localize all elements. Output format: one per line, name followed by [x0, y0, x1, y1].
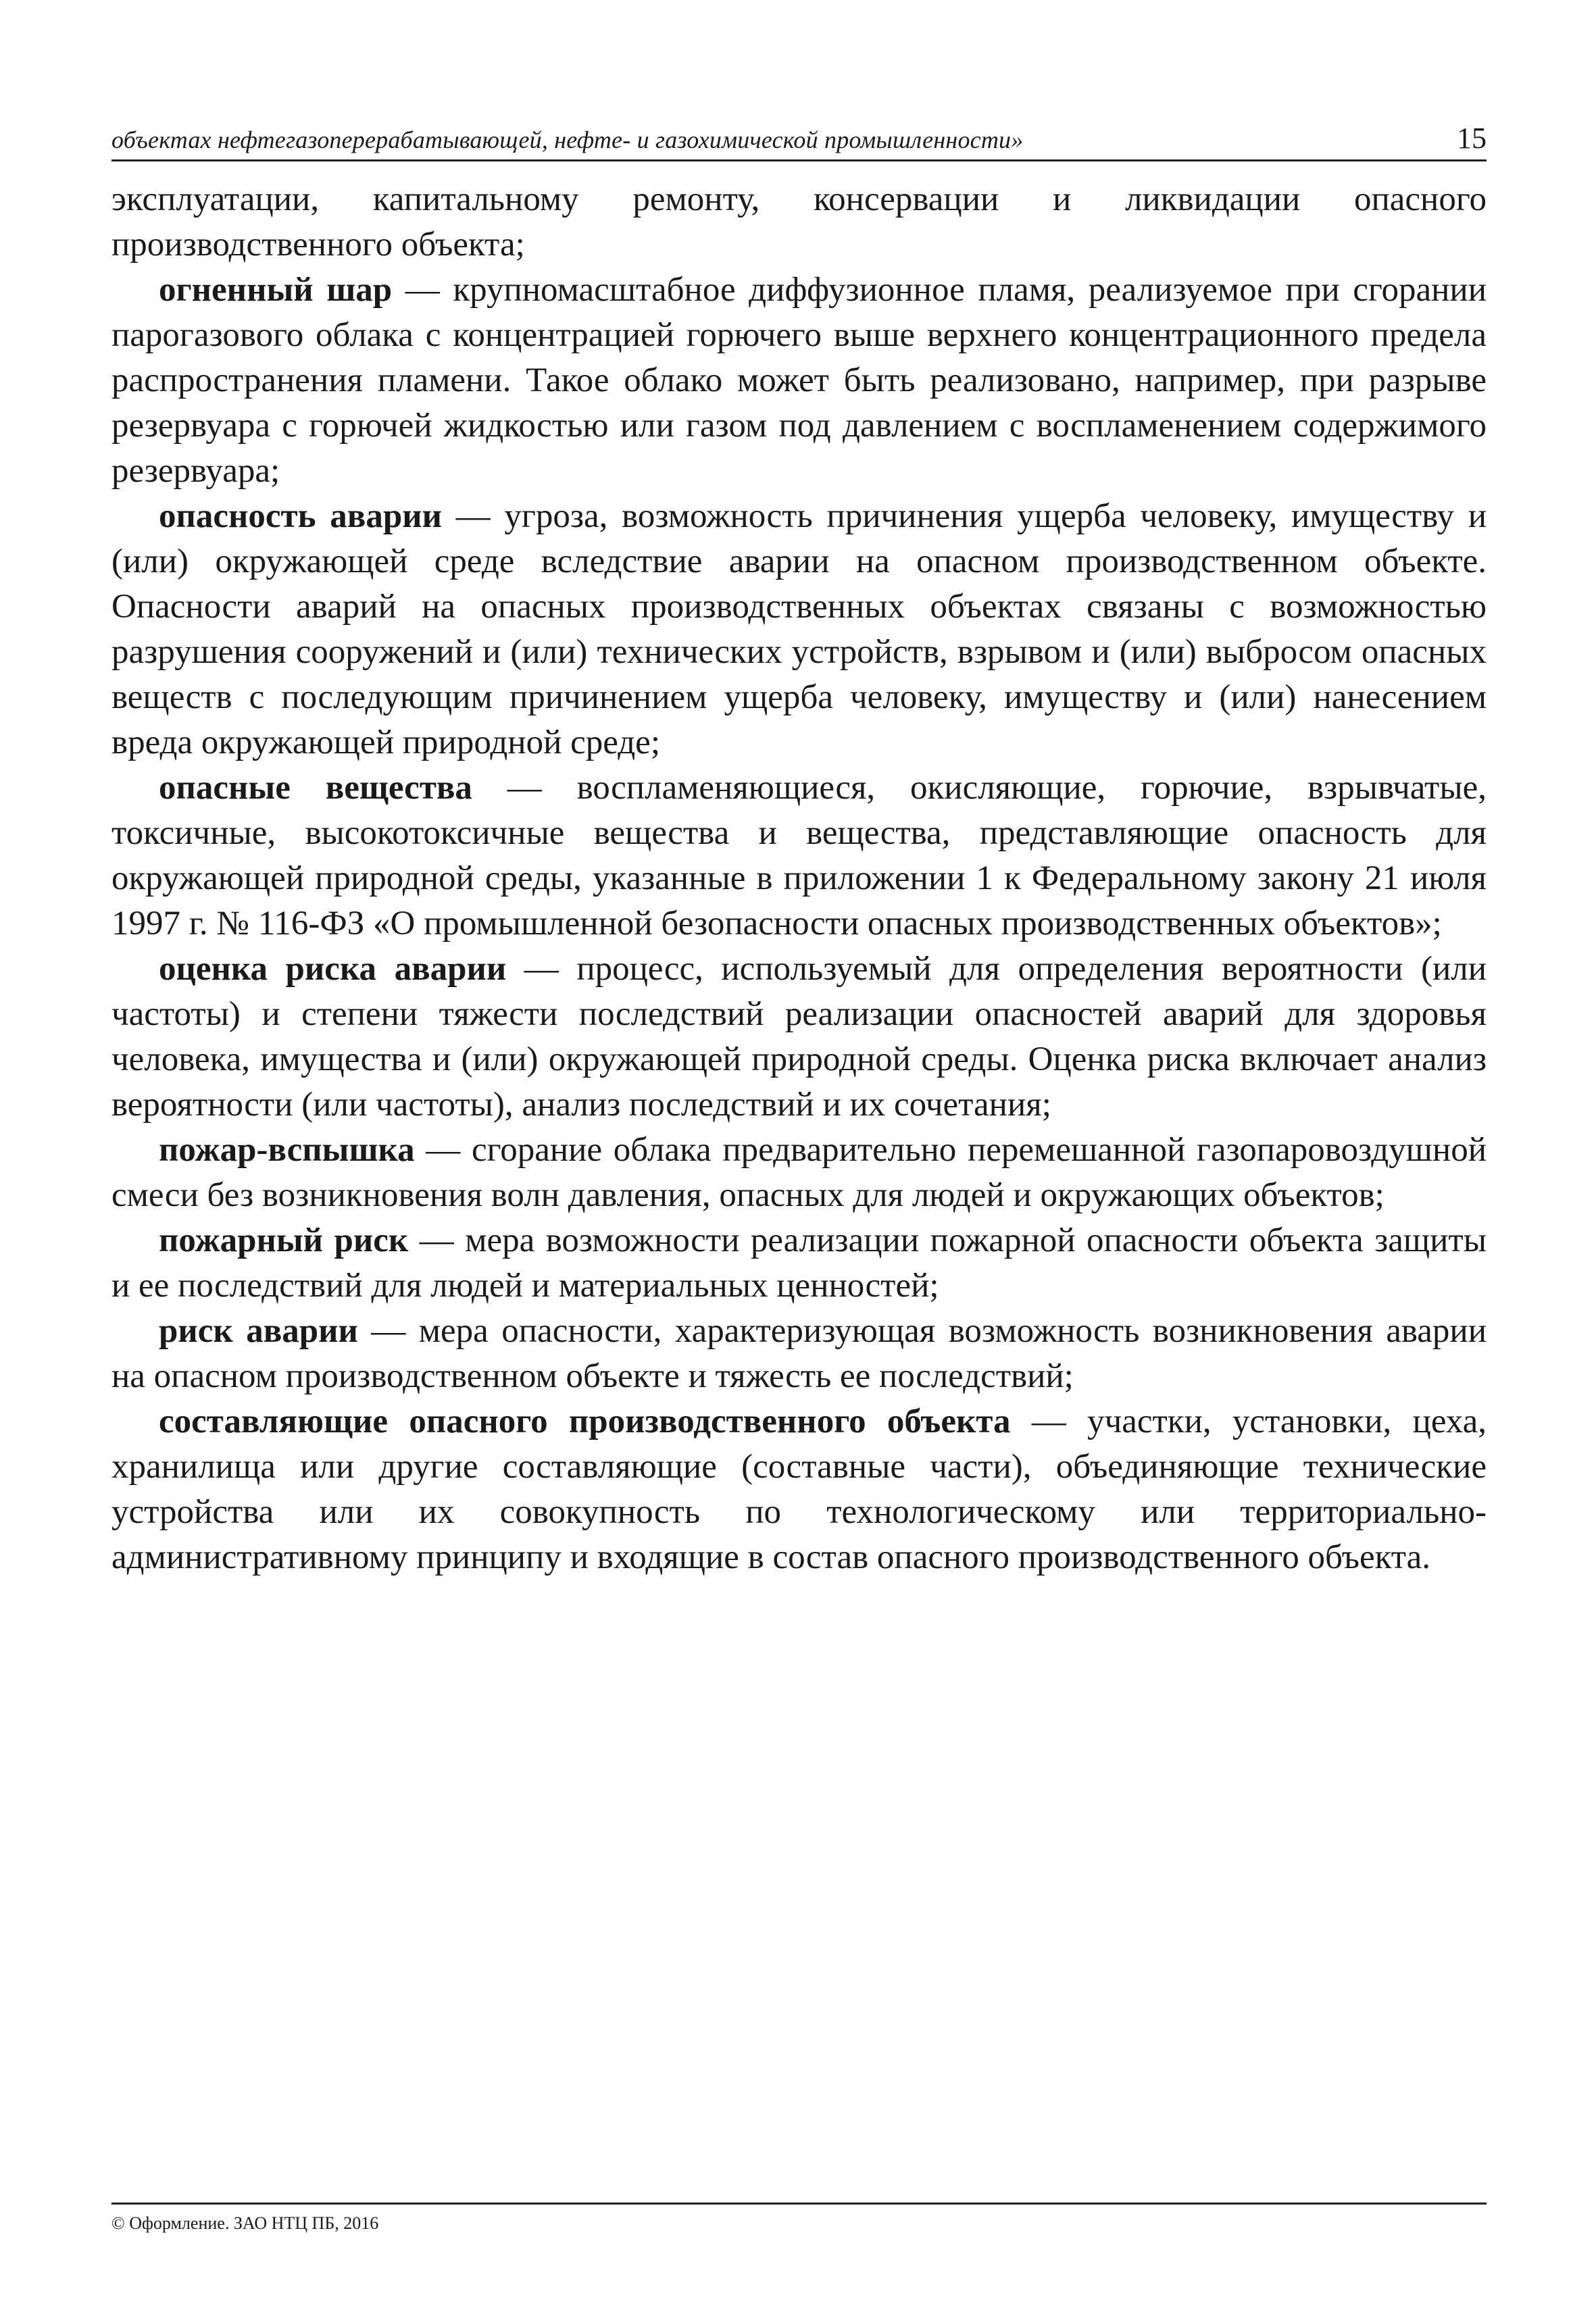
definition-term: опасные вещества	[159, 769, 472, 807]
continuation-paragraph: эксплуатации, капитальному ремонту, консервации и ликвидации опасного производственного объекта;	[111, 180, 1487, 263]
document-body	[111, 177, 1487, 1580]
definition-text: — крупномасштабное диффузионное пламя, реализуемое при сгорании парогазового облака с концентрацией горючего выше верхнего концентрационного предела распространения пламени. Такое облако может быть реализовано, например, при разрыве резервуара с горючей жидкостью или газом под давлением с воспламенением содержимого резервуара;	[111, 271, 1487, 490]
definition-term: пожар-вспышка	[159, 1131, 415, 1169]
header-title: объектах нефтегазоперерабатывающей, нефте- и газохимической промышленности»	[111, 126, 1024, 153]
definition-term: риск аварии	[159, 1312, 358, 1350]
definition-term: опасность аварии	[159, 497, 442, 535]
definition-text: — воспламеняющиеся, окисляющие, горючие, взрывчатые, токсичные, высокотоксичные вещества и вещества, представляющие опасность для окружающей природной среды, указанные в приложении 1 к Федеральному закону 21 июля 1997 г. № 116-ФЗ «О промышленной безопасности опасных производственных объектов»;	[111, 769, 1487, 942]
definition-paragraph	[111, 765, 1487, 947]
definition-text: — процесс, используемый для определения вероятности (или частоты) и степени тяжести последствий реализации опасностей аварий для здоровья человека, имущества и (или) окружающей природной среды. Оценка риска включает анализ вероятности (или частоты), анализ последствий и их сочетания;	[111, 950, 1487, 1124]
definition-paragraph	[111, 1309, 1487, 1399]
definition-term: оценка риска аварии	[159, 950, 507, 988]
definition-term: огненный шар	[159, 271, 393, 309]
definition-term: пожарный риск	[159, 1222, 409, 1259]
definition-text: — участки, установки, цеха, хранилища или другие составляющие (составные части), объединяющие технические устройства или их совокупность по технологическому или территориально-административному принципу и входящие в состав опасного производственного объекта.	[111, 1403, 1487, 1576]
definition-paragraph	[111, 1218, 1487, 1309]
page-number: 15	[1457, 122, 1487, 155]
definition-paragraph	[111, 494, 1487, 765]
definition-text: — мера возможности реализации пожарной опасности объекта защиты и ее последствий для людей и материальных ценностей;	[111, 1222, 1487, 1305]
definition-paragraph	[111, 1399, 1487, 1580]
definition-paragraph	[111, 268, 1487, 494]
definition-paragraph	[111, 1128, 1487, 1218]
definition-text: — сгорание облака предварительно перемешанной газопаровоздушной смеси без возникновения волн давления, опасных для людей и окружающих объектов;	[111, 1131, 1487, 1214]
footer-copyright: © Оформление. ЗАО НТЦ ПБ, 2016	[111, 2213, 379, 2233]
definition-text: — мера опасности, характеризующая возможность возникновения аварии на опасном производственном объекте и тяжесть ее последствий;	[111, 1312, 1487, 1395]
footer-divider	[111, 2203, 1487, 2205]
definition-term: составляющие опасного производственного объекта	[159, 1403, 1011, 1440]
definition-paragraph	[111, 947, 1487, 1128]
running-header	[111, 120, 1487, 161]
definition-text: — угроза, возможность причинения ущерба человеку, имуществу и (или) окружающей среде вследствие аварии на опасном производственном объекте. Опасности аварий на опасных производственных объектах связаны с возможностью разрушения сооружений и (или) технических устройств, взрывом и (или) выбросом опасных веществ с последующим причинением ущерба человеку, имуществу и (или) нанесением вреда окружающей природной среде;	[111, 497, 1487, 761]
